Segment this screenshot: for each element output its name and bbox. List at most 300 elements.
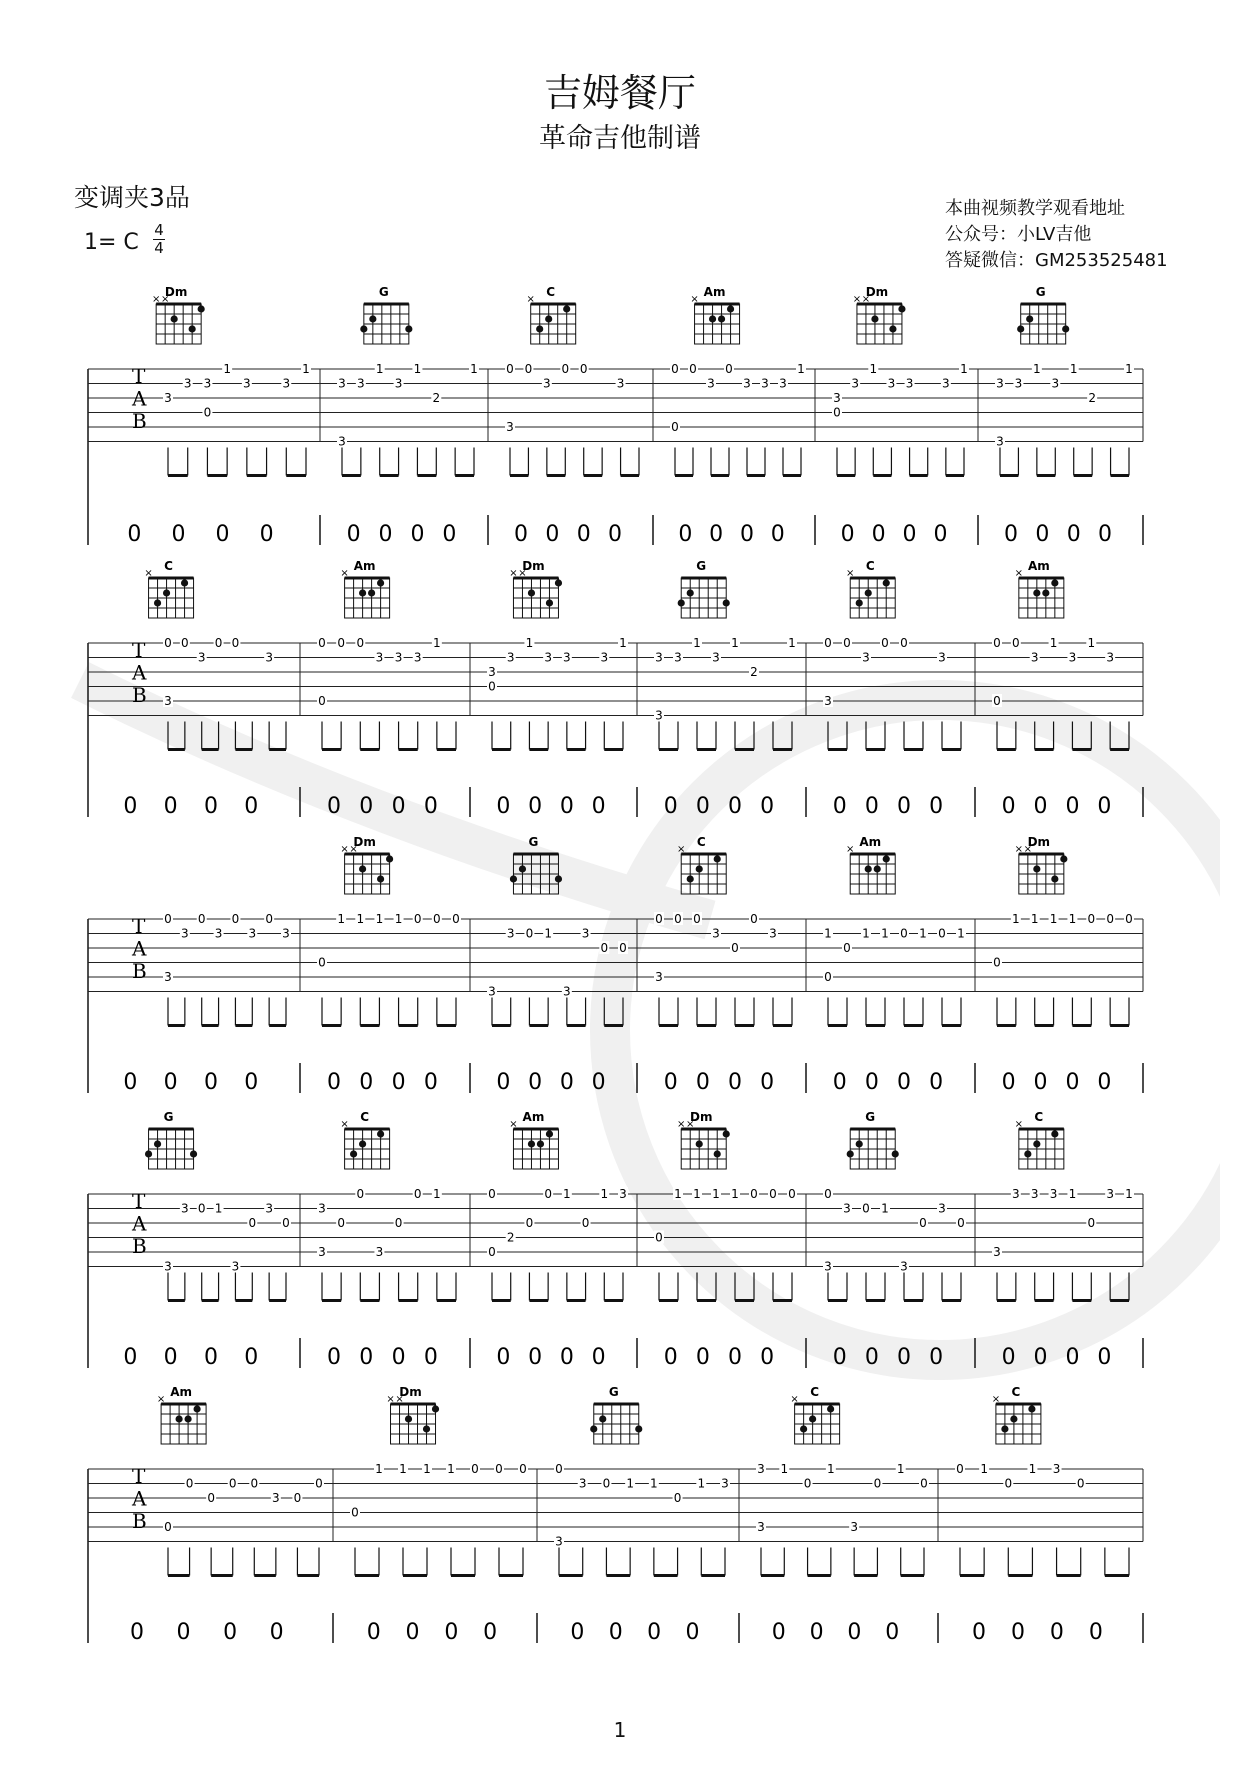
chord-diagram xyxy=(1015,1110,1064,1169)
rhythm-digit: 0 xyxy=(728,794,743,819)
tab-clef-letter: A xyxy=(132,1211,147,1236)
chord-diagram xyxy=(853,285,906,344)
rhythm-digit: 0 xyxy=(123,1070,138,1095)
chord-dot xyxy=(546,1130,553,1137)
chord-dot xyxy=(528,589,535,596)
tab-system xyxy=(88,285,1143,547)
chord-dot xyxy=(856,599,863,606)
tab-note: 3 xyxy=(1049,1187,1058,1201)
tab-note: 3 xyxy=(942,376,950,391)
tab-note: 3 xyxy=(993,1245,1001,1259)
tab-note: 3 xyxy=(887,376,896,391)
tab-note: 1 xyxy=(433,636,441,650)
tab-note: 0 xyxy=(214,636,223,650)
chord-diagram xyxy=(1015,835,1068,894)
chord-dot xyxy=(714,1150,721,1157)
rhythm-digit: 0 xyxy=(933,522,948,547)
tab-system xyxy=(88,1385,1143,1645)
video-info-line: 公众号：小LV吉他 xyxy=(945,224,1092,245)
tab-note: 3 xyxy=(214,926,223,941)
chord-dot xyxy=(1017,325,1024,332)
chord-mute-mark: × xyxy=(846,844,855,855)
chord-name: C xyxy=(696,835,706,849)
tab-note: 0 xyxy=(824,1187,832,1201)
tab-note: 3 xyxy=(824,694,832,708)
capo-note: 变调夹3品 xyxy=(74,183,190,212)
tab-note: 1 xyxy=(423,1462,431,1476)
chord-diagram xyxy=(340,835,393,894)
rhythm-digit: 0 xyxy=(871,522,886,547)
tab-note: 0 xyxy=(315,1476,323,1491)
tab-note: 0 xyxy=(824,970,832,984)
tab-note: 3 xyxy=(655,970,663,984)
tab-note: 3 xyxy=(563,650,571,665)
chord-dot xyxy=(678,599,685,606)
tab-note: 1 xyxy=(525,636,534,650)
chord-dot xyxy=(898,305,905,312)
chord-dot xyxy=(696,865,703,872)
tab-note: 1 xyxy=(957,926,965,941)
rhythm-digit: 0 xyxy=(760,794,775,819)
chord-dot xyxy=(723,599,730,606)
chord-dot xyxy=(1033,1140,1040,1147)
rhythm-digit: 0 xyxy=(897,794,912,819)
tab-note: 0 xyxy=(207,1491,215,1505)
chord-mute-mark: × xyxy=(677,1119,686,1130)
chord-name: C xyxy=(1034,1110,1044,1124)
chord-mute-mark: × xyxy=(395,1394,404,1405)
chord-mute-mark: × xyxy=(160,294,170,305)
tab-note: 3 xyxy=(181,1201,189,1216)
tab-note: 1 xyxy=(470,362,478,376)
chord-mute-mark: × xyxy=(1014,1119,1024,1130)
tab-note: 3 xyxy=(1052,1462,1061,1476)
chord-dot xyxy=(563,305,570,312)
tab-note: 1 xyxy=(1087,636,1096,650)
chord-dot xyxy=(350,1150,357,1157)
video-info-line: 答疑微信：GM253525481 xyxy=(945,250,1168,271)
tab-clef-letter: T xyxy=(132,914,146,938)
chord-dot xyxy=(163,589,170,596)
tab-note: 3 xyxy=(318,1245,326,1259)
tab-note: 0 xyxy=(843,941,851,955)
rhythm-digit: 0 xyxy=(1097,1070,1112,1095)
chord-name: Dm xyxy=(399,1385,422,1399)
tab-clef-letter: T xyxy=(132,364,146,388)
tab-note: 3 xyxy=(843,1201,851,1216)
tab-note: 0 xyxy=(519,1462,527,1476)
tab-note: 0 xyxy=(1012,636,1020,650)
rhythm-digit: 0 xyxy=(528,1345,543,1370)
tab-note: 0 xyxy=(203,405,212,420)
rhythm-digit: 0 xyxy=(171,522,186,547)
chord-diagram xyxy=(144,559,193,618)
tab-note: 3 xyxy=(655,650,663,665)
tab-note: 0 xyxy=(689,362,697,376)
tab-note: 3 xyxy=(265,650,273,665)
tab-note: 3 xyxy=(833,391,841,405)
chord-dot xyxy=(1026,315,1033,322)
tab-note: 0 xyxy=(181,636,189,650)
tab-note: 3 xyxy=(900,1259,908,1274)
chord-dot xyxy=(809,1415,816,1422)
tab-note: 3 xyxy=(761,376,769,391)
tab-note: 1 xyxy=(827,1462,835,1476)
chord-name: Dm xyxy=(522,559,545,573)
rhythm-digit: 0 xyxy=(327,794,341,819)
chord-mute-mark: × xyxy=(861,294,871,305)
chord-dot xyxy=(883,579,890,586)
chord-name: Dm xyxy=(1027,835,1051,849)
tab-note: 3 xyxy=(544,650,552,665)
rhythm-digit: 0 xyxy=(423,1345,438,1370)
chord-dot xyxy=(546,599,553,606)
chord-dot xyxy=(1042,589,1049,596)
tab-note: 1 xyxy=(337,912,345,926)
tab-note: 2 xyxy=(506,1230,515,1245)
chord-dot xyxy=(510,875,517,882)
chord-dot xyxy=(555,579,562,586)
chord-name: Am xyxy=(522,1110,545,1124)
tab-note: 3 xyxy=(231,1259,240,1274)
tab-note: 3 xyxy=(164,694,172,708)
rhythm-digit: 0 xyxy=(1001,1070,1016,1095)
tab-note: 1 xyxy=(780,1462,789,1476)
tab-clef-letter: A xyxy=(132,386,147,411)
tab-note: 0 xyxy=(1076,1476,1085,1491)
chord-mute-mark: × xyxy=(509,568,518,579)
tab-note: 3 xyxy=(183,376,192,391)
tab-note: 0 xyxy=(525,1216,534,1230)
chord-dot xyxy=(727,305,734,312)
tab-clef-letter: B xyxy=(132,1233,147,1258)
rhythm-digit: 0 xyxy=(327,1345,341,1370)
tab-note: 1 xyxy=(302,362,310,376)
chord-name: Am xyxy=(859,835,882,849)
tab-note: 0 xyxy=(544,1187,552,1201)
tab-note: 3 xyxy=(282,926,290,941)
chord-dot xyxy=(1033,589,1040,596)
tab-note: 0 xyxy=(250,1476,259,1491)
tab-note: 3 xyxy=(674,650,682,665)
rhythm-digit: 0 xyxy=(163,1070,178,1095)
chord-dot xyxy=(194,1405,201,1412)
rhythm-digit: 0 xyxy=(570,1620,585,1645)
tab-note: 3 xyxy=(707,376,715,391)
tab-note: 0 xyxy=(1106,912,1114,926)
tab-note: 3 xyxy=(769,926,777,941)
tab-note: 0 xyxy=(318,694,326,708)
tab-note: 3 xyxy=(851,376,859,391)
tab-note: 0 xyxy=(674,912,682,926)
chord-name: Dm xyxy=(164,285,188,299)
tab-note: 3 xyxy=(272,1491,280,1505)
chord-mute-mark: × xyxy=(151,294,161,305)
tab-note: 3 xyxy=(506,650,515,665)
rhythm-digit: 0 xyxy=(695,1070,710,1095)
tab-note: 3 xyxy=(413,650,422,665)
tab-note: 0 xyxy=(900,926,908,941)
chord-dot xyxy=(359,589,366,596)
tab-note: 0 xyxy=(197,1201,206,1216)
chord-mute-mark: × xyxy=(340,568,349,579)
tab-note: 3 xyxy=(164,1259,172,1274)
chord-dot xyxy=(377,875,384,882)
tab-note: 1 xyxy=(1049,912,1058,926)
tab-note: 3 xyxy=(712,926,720,941)
tab-note: 0 xyxy=(1125,912,1133,926)
tab-note: 1 xyxy=(731,1187,739,1201)
tab-note: 3 xyxy=(375,1245,384,1259)
tab-clef-letter: B xyxy=(132,408,147,433)
tab-note: 0 xyxy=(920,1476,928,1491)
chord-diagram xyxy=(152,285,205,344)
tab-note: 1 xyxy=(693,1187,701,1201)
rhythm-digit: 0 xyxy=(972,1620,986,1645)
rhythm-digit: 0 xyxy=(1065,1070,1080,1095)
tab-clef-letter: B xyxy=(132,958,147,983)
tab-note: 3 xyxy=(506,420,514,434)
tab-note: 0 xyxy=(433,912,441,926)
tab-note: 1 xyxy=(375,362,384,376)
tab-note: 3 xyxy=(375,650,384,665)
tab-note: 3 xyxy=(357,376,365,391)
chord-name: G xyxy=(608,1385,619,1399)
rhythm-digit: 0 xyxy=(1033,1070,1048,1095)
chord-dot xyxy=(190,1150,197,1157)
chord-mute-mark: × xyxy=(677,844,686,855)
rhythm-digit: 0 xyxy=(608,522,623,547)
chord-mute-mark: × xyxy=(386,1394,395,1405)
tab-note: 0 xyxy=(881,636,889,650)
tab-note: 1 xyxy=(626,1476,634,1491)
chord-name: Dm xyxy=(865,285,889,299)
tab-note: 1 xyxy=(1028,1462,1037,1476)
chord-dot xyxy=(359,865,366,872)
chord-diagram xyxy=(677,835,726,894)
chord-name: C xyxy=(1011,1385,1021,1399)
chord-diagram xyxy=(1015,559,1064,618)
tab-note: 1 xyxy=(1030,912,1039,926)
tab-note: 1 xyxy=(433,1187,441,1201)
chord-dot xyxy=(528,1140,535,1147)
tab-note: 3 xyxy=(581,926,590,941)
tab-note: 1 xyxy=(674,1187,682,1201)
chord-dot xyxy=(176,1415,183,1422)
rhythm-digit: 0 xyxy=(1004,522,1018,547)
chord-dot xyxy=(1033,865,1040,872)
chord-mute-mark: × xyxy=(690,294,699,305)
tab-clef-letter: T xyxy=(132,1189,146,1213)
chord-mute-mark: × xyxy=(1014,844,1024,855)
chord-name: G xyxy=(378,285,389,299)
rhythm-digit: 0 xyxy=(695,1345,710,1370)
chord-diagram xyxy=(847,1110,899,1169)
rhythm-digit: 0 xyxy=(1033,794,1048,819)
chord-mute-mark: × xyxy=(790,1394,799,1405)
chord-dot xyxy=(359,1140,366,1147)
tab-note: 0 xyxy=(824,636,832,650)
chord-mute-mark: × xyxy=(852,294,862,305)
rhythm-digit: 0 xyxy=(1065,1345,1080,1370)
tab-note: 3 xyxy=(850,1520,858,1534)
tab-note: 1 xyxy=(824,926,832,941)
tab-note: 3 xyxy=(488,984,496,999)
song-subtitle: 革命吉他制谱 xyxy=(539,123,701,154)
tab-note: 0 xyxy=(413,912,422,926)
chord-name: Dm xyxy=(689,1110,713,1124)
tab-note: 0 xyxy=(957,1216,965,1230)
tab-note: 0 xyxy=(561,362,570,376)
tab-note: 1 xyxy=(731,636,739,650)
tab-note: 1 xyxy=(394,912,403,926)
rhythm-digit: 0 xyxy=(366,1620,381,1645)
rhythm-digit: 0 xyxy=(123,1345,138,1370)
tab-note: 0 xyxy=(671,362,679,376)
rhythm-digit: 0 xyxy=(1088,1620,1103,1645)
chord-dot xyxy=(1051,875,1058,882)
rhythm-digit: 0 xyxy=(608,1620,623,1645)
chord-dot xyxy=(1028,1405,1035,1412)
tab-note: 3 xyxy=(578,1476,587,1491)
tab-note: 1 xyxy=(1068,1187,1077,1201)
tab-note: 3 xyxy=(824,1259,832,1274)
tab-note: 2 xyxy=(1088,391,1096,405)
chord-dot xyxy=(865,865,872,872)
tab-note: 3 xyxy=(1106,1187,1114,1201)
tab-note: 2 xyxy=(750,665,758,679)
tab-note: 0 xyxy=(248,1216,257,1230)
tab-note: 1 xyxy=(862,926,870,941)
time-signature-bottom: 4 xyxy=(154,239,164,257)
chord-mute-mark: × xyxy=(846,568,855,579)
chord-dot xyxy=(519,865,526,872)
tab-note: 0 xyxy=(337,636,345,650)
rhythm-digit: 0 xyxy=(647,1620,662,1645)
tab-note: 1 xyxy=(1125,1187,1133,1201)
tab-note: 3 xyxy=(619,1187,627,1201)
rhythm-digit: 0 xyxy=(244,1345,259,1370)
rhythm-digit: 0 xyxy=(929,1070,944,1095)
rhythm-digit: 0 xyxy=(514,522,528,547)
rhythm-digit: 0 xyxy=(528,794,543,819)
tab-note: 3 xyxy=(1014,376,1023,391)
tab-note: 0 xyxy=(993,955,1001,970)
rhythm-digit: 0 xyxy=(840,522,855,547)
chord-name: C xyxy=(546,285,556,299)
chord-dot xyxy=(889,325,896,332)
rhythm-digit: 0 xyxy=(897,1345,912,1370)
chord-dot xyxy=(386,855,393,862)
rhythm-digit: 0 xyxy=(1010,1620,1025,1645)
chord-dot xyxy=(432,1405,439,1412)
tab-note: 1 xyxy=(693,636,701,650)
rhythm-digit: 0 xyxy=(864,1070,879,1095)
tab-note: 1 xyxy=(712,1187,720,1201)
chord-diagram xyxy=(509,559,562,618)
rhythm-digit: 0 xyxy=(1066,522,1081,547)
tab-note: 3 xyxy=(248,926,257,941)
chord-dot xyxy=(847,1150,854,1157)
tab-note: 0 xyxy=(900,636,908,650)
tab-system xyxy=(88,1110,1143,1370)
rhythm-digit: 0 xyxy=(203,1070,218,1095)
rhythm-digit: 0 xyxy=(127,522,142,547)
tab-note: 3 xyxy=(394,650,403,665)
rhythm-digit: 0 xyxy=(423,794,438,819)
tab-clef-letter: A xyxy=(132,936,147,961)
tab-note: 3 xyxy=(338,376,346,391)
tab-note: 3 xyxy=(164,970,172,984)
tab-note: 0 xyxy=(769,1187,777,1201)
tab-note: 0 xyxy=(164,1520,172,1534)
chord-dot xyxy=(405,325,412,332)
tab-note: 0 xyxy=(555,1462,563,1476)
chord-dot xyxy=(181,579,188,586)
chord-dot xyxy=(405,1415,412,1422)
tab-system xyxy=(88,835,1143,1095)
tab-note: 3 xyxy=(338,434,346,449)
tab-note: 0 xyxy=(394,1216,403,1230)
tab-note: 1 xyxy=(544,926,552,941)
chord-dot xyxy=(635,1425,642,1432)
chord-dot xyxy=(423,1425,430,1432)
chord-dot xyxy=(1051,1130,1058,1137)
rhythm-digit: 0 xyxy=(591,1070,606,1095)
tab-note: 1 xyxy=(960,362,968,376)
tab-note: 0 xyxy=(1087,912,1096,926)
tab-note: 3 xyxy=(282,376,291,391)
rhythm-digit: 0 xyxy=(864,794,879,819)
tab-note: 3 xyxy=(1030,1187,1039,1201)
chord-mute-mark: × xyxy=(509,1119,518,1130)
tab-note: 0 xyxy=(231,636,240,650)
tab-clef-letter: B xyxy=(132,682,147,707)
chord-dot xyxy=(145,1150,152,1157)
tab-note: 1 xyxy=(896,1462,905,1476)
rhythm-digit: 0 xyxy=(223,1620,238,1645)
tab-note: 0 xyxy=(337,1216,345,1230)
tab-note: 1 xyxy=(563,1187,571,1201)
chord-diagram xyxy=(360,285,412,344)
chord-name: C xyxy=(164,559,173,573)
tab-note: 3 xyxy=(616,376,625,391)
chord-diagram xyxy=(992,1385,1041,1444)
tab-clef-letter: T xyxy=(132,638,146,662)
rhythm-digit: 0 xyxy=(864,1345,879,1370)
tab-note: 0 xyxy=(282,1216,290,1230)
chord-name: G xyxy=(528,835,539,849)
chord-dot xyxy=(377,1130,384,1137)
rhythm-digit: 0 xyxy=(1097,794,1112,819)
rhythm-digit: 0 xyxy=(496,1345,511,1370)
rhythm-digit: 0 xyxy=(663,1070,678,1095)
rhythm-digit: 0 xyxy=(685,1620,700,1645)
tab-note: 2 xyxy=(432,391,441,405)
tab-note: 0 xyxy=(318,636,326,650)
tab-note: 1 xyxy=(619,636,627,650)
rhythm-digit: 0 xyxy=(809,1620,824,1645)
tab-note: 1 xyxy=(697,1476,706,1491)
tab-note: 1 xyxy=(650,1476,658,1491)
tab-note: 0 xyxy=(228,1476,237,1491)
chord-dot xyxy=(856,1140,863,1147)
chord-name: G xyxy=(163,1110,174,1124)
rhythm-digit: 0 xyxy=(378,522,393,547)
tab-note: 3 xyxy=(712,650,720,665)
chord-dot xyxy=(537,1140,544,1147)
chord-dot xyxy=(718,315,725,322)
